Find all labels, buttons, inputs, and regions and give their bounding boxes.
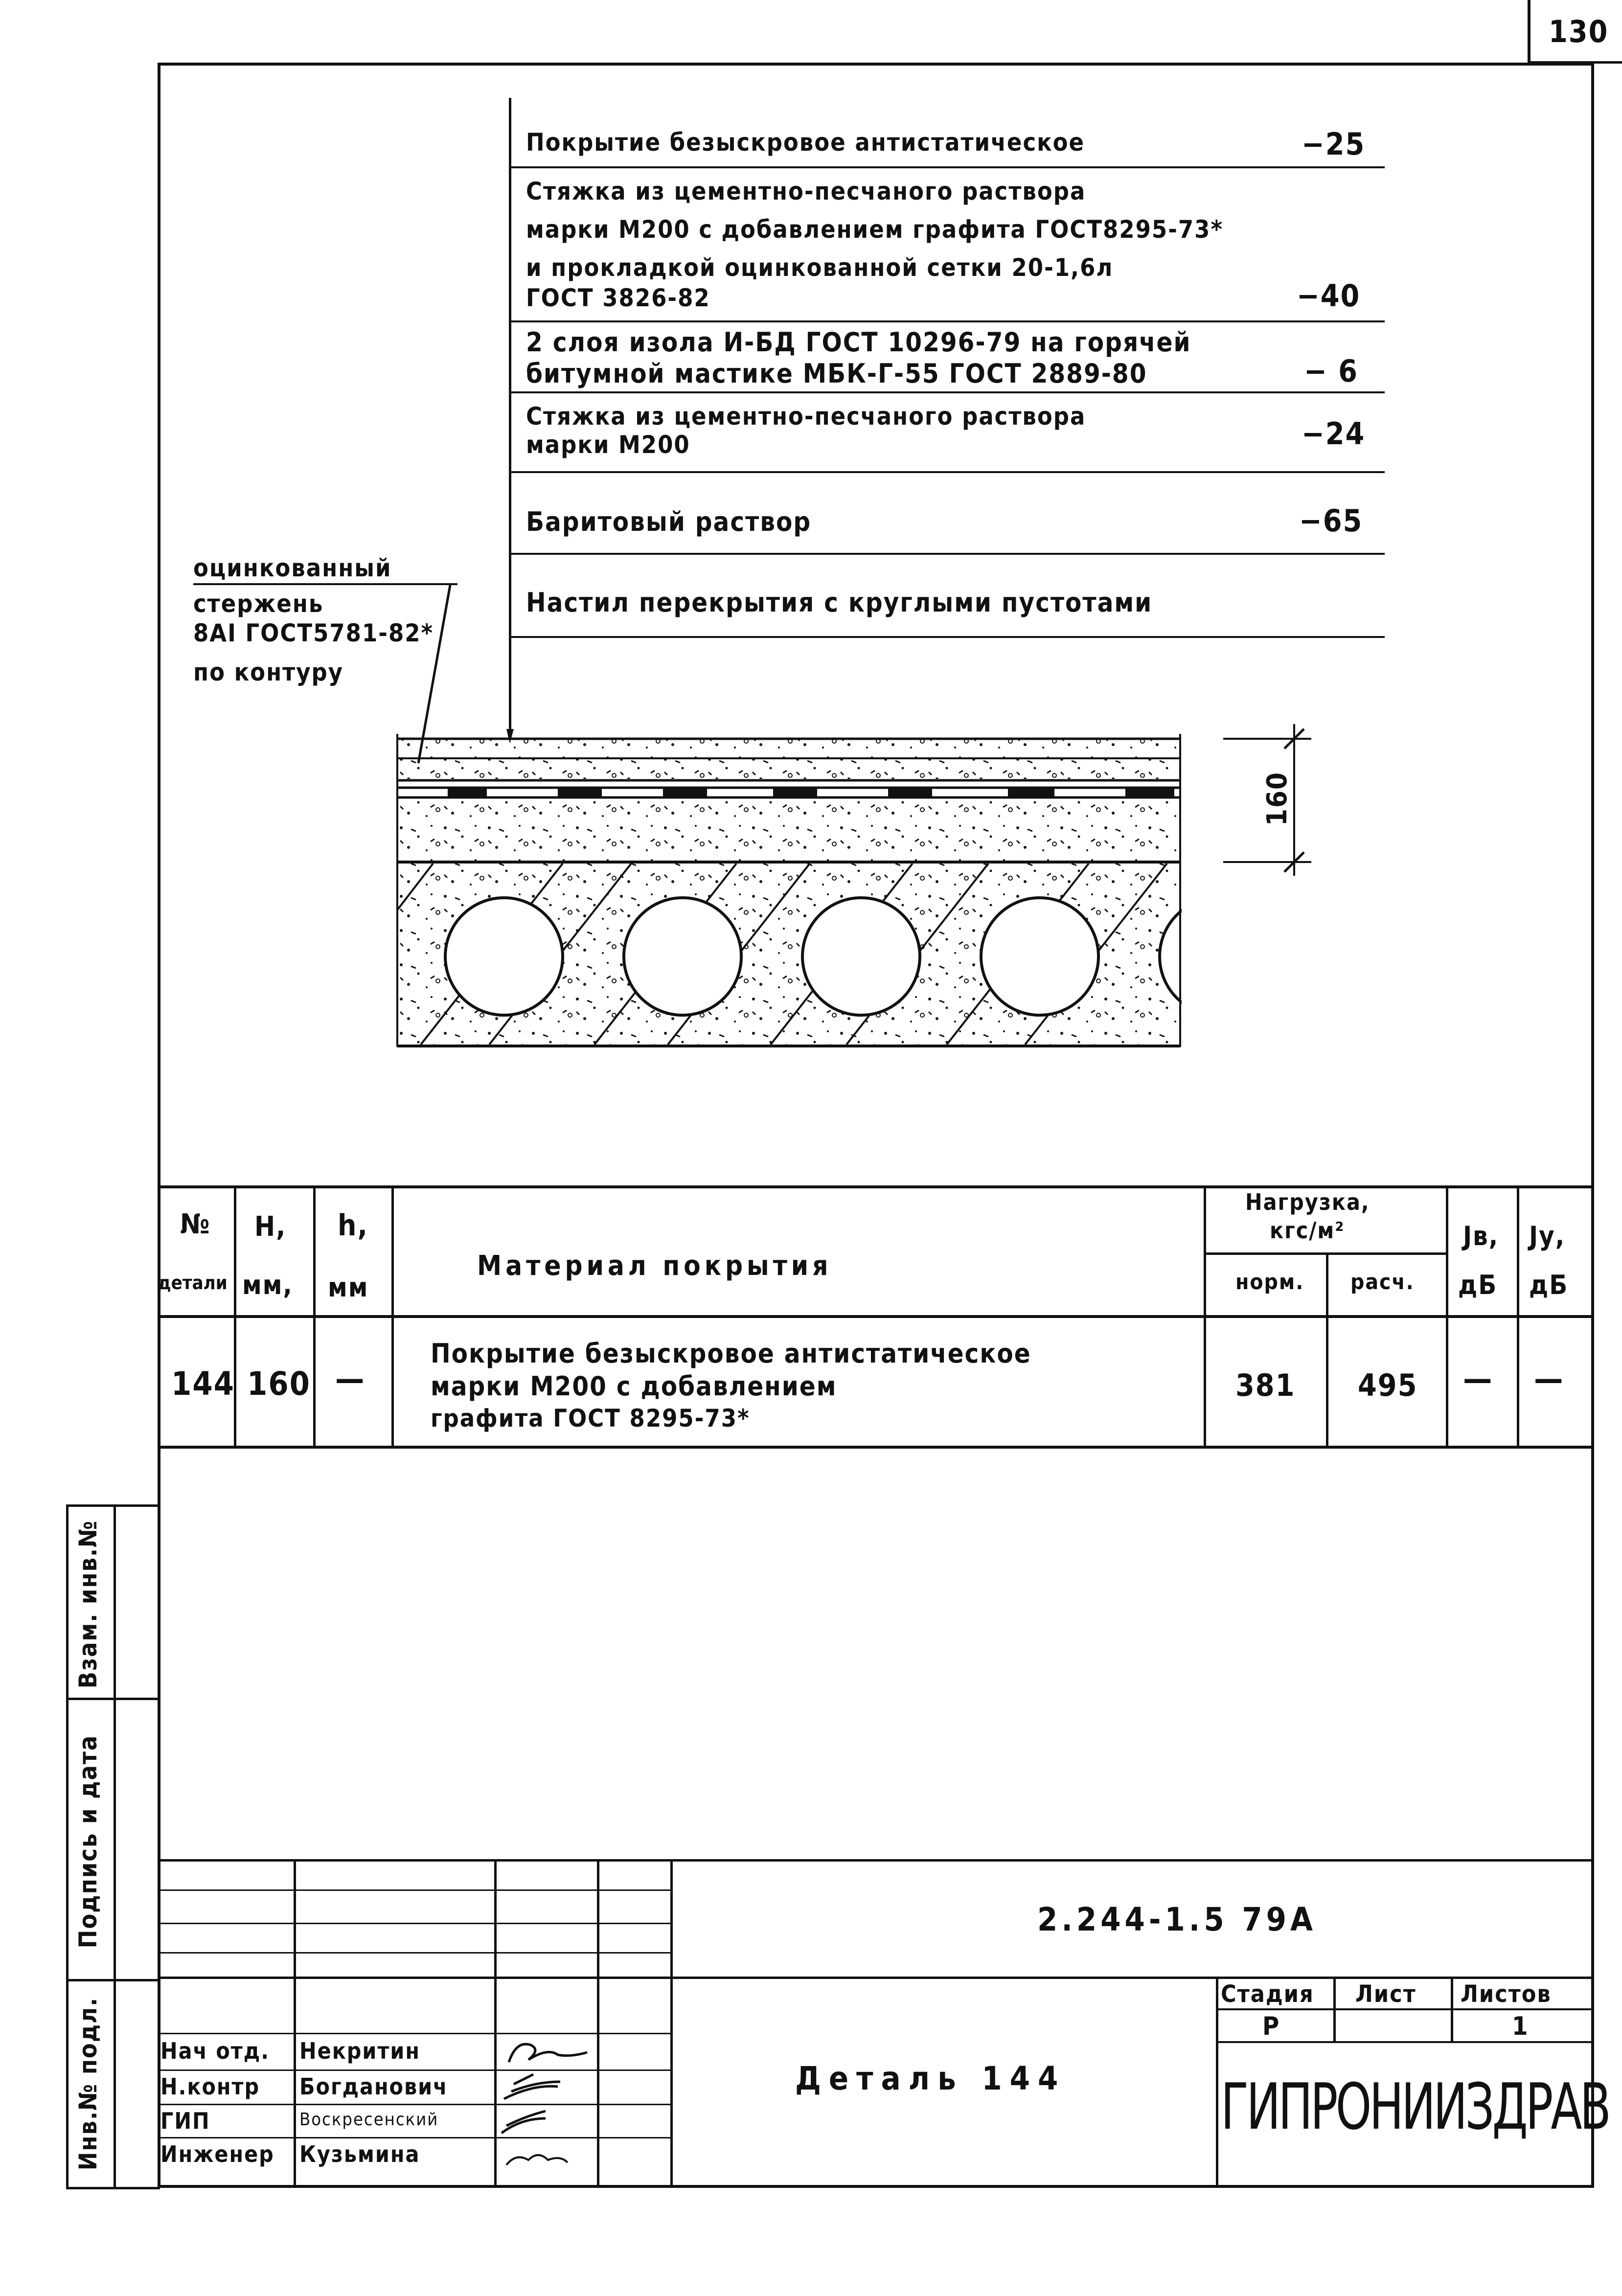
- row-Jy: —: [1534, 1360, 1564, 1398]
- dimension-label: 160: [1261, 771, 1294, 826]
- row-material-3: графита ГОСТ 8295-73*: [431, 1404, 750, 1432]
- name-1: Некритин: [299, 2038, 421, 2064]
- hdr-Jv-1: Jв,: [1463, 1221, 1499, 1251]
- hdr-Jy-1: Jу,: [1529, 1221, 1566, 1251]
- rod-note-line-1: оцинкованный: [193, 554, 392, 582]
- layer-1-text: Покрытие безыскровое антистатическое: [526, 128, 1085, 157]
- sheets-value: 1: [1512, 2012, 1529, 2041]
- row-material-2: марки М200 с добавлением: [431, 1371, 837, 1402]
- hdr-H-1: Н,: [254, 1211, 287, 1243]
- hdr-load-1: Нагрузка,: [1245, 1189, 1370, 1215]
- role-3: ГИП: [160, 2108, 210, 2134]
- layer-3-line-1: 2 слоя изола И-БД ГОСТ 10296-79 на горячей: [526, 327, 1191, 358]
- hdr-load-2: кгс/м²: [1270, 1217, 1345, 1244]
- row-H: 160: [247, 1365, 311, 1403]
- hdr-norm: норм.: [1235, 1270, 1304, 1295]
- row-norm: 381: [1235, 1367, 1296, 1403]
- stamp-inv-vzam: Взам. инв.№: [74, 1520, 102, 1689]
- layer-2-line-1: Стяжка из цементно-песчаного раствора: [526, 177, 1086, 205]
- sheet-label: Лист: [1355, 1980, 1416, 2008]
- layer-5-text: Баритовый раствор: [526, 506, 812, 537]
- doc-code: 2.244-1.5 79А: [1037, 1901, 1317, 1938]
- name-3: Воскресенский: [299, 2110, 439, 2130]
- rod-note-line-2: стержень: [193, 590, 324, 618]
- layer-2-line-3: и прокладкой оцинкованной сетки 20-1,6л: [526, 253, 1114, 282]
- layer-4-line-2: марки М200: [526, 431, 690, 459]
- layer-2-line-2: марки М200 с добавлением графита ГОСТ8295-73*: [526, 215, 1223, 244]
- role-1: Нач отд.: [160, 2038, 270, 2064]
- sheet-number: 130: [1549, 14, 1609, 49]
- layer-2-line-4: ГОСТ 3826-82: [526, 284, 710, 312]
- layer-4-thickness: −24: [1302, 416, 1366, 452]
- drawing-title: Деталь 144: [795, 2060, 1066, 2097]
- layer-5-thickness: −65: [1299, 503, 1363, 539]
- row-h: —: [335, 1360, 366, 1398]
- row-material-1: Покрытие безыскровое антистатическое: [431, 1338, 1031, 1369]
- hdr-Jv-2: дБ: [1458, 1270, 1498, 1300]
- layer-3-thickness: − 6: [1304, 353, 1358, 389]
- layer-1-thickness: −25: [1302, 126, 1366, 162]
- hdr-detail-no-1: №: [180, 1208, 211, 1240]
- layer-6-text: Настил перекрытия с круглыми пустотами: [526, 587, 1153, 618]
- layer-3-line-2: битумной мастике МБК-Г-55 ГОСТ 2889-80: [526, 358, 1147, 389]
- rod-note-line-4: по контуру: [193, 658, 344, 686]
- stage-label: Стадия: [1221, 1980, 1314, 2008]
- stamp-sign-date: Подпись и дата: [74, 1734, 102, 1949]
- hdr-calc: расч.: [1350, 1270, 1415, 1295]
- stage-value: Р: [1262, 2012, 1280, 2041]
- hdr-h-1: h,: [338, 1208, 368, 1243]
- hdr-material: Материал покрытия: [477, 1250, 832, 1282]
- layer-4-line-1: Стяжка из цементно-песчаного раствора: [526, 402, 1086, 431]
- role-2: Н.контр: [160, 2073, 260, 2100]
- hdr-Jy-2: дБ: [1529, 1270, 1569, 1300]
- layer-2-thickness: −40: [1297, 278, 1361, 314]
- name-4: Кузьмина: [299, 2141, 420, 2167]
- row-detail-no: 144: [171, 1365, 235, 1403]
- organization: ГИПРОНИИЗДРАВ: [1221, 2069, 1609, 2144]
- role-4: Инженер: [160, 2141, 274, 2167]
- hdr-h-2: мм: [328, 1272, 369, 1303]
- row-Jv: —: [1463, 1360, 1493, 1398]
- rod-note-line-3: 8АI ГОСТ5781-82*: [193, 619, 434, 647]
- name-2: Богданович: [299, 2073, 448, 2100]
- row-calc: 495: [1358, 1367, 1418, 1403]
- sheets-label: Листов: [1461, 1980, 1552, 2008]
- hdr-detail-no-2: детали: [158, 1272, 228, 1294]
- stamp-inv-podl: Инв.№ подл.: [74, 1997, 102, 2171]
- hdr-H-2: мм,: [242, 1270, 293, 1300]
